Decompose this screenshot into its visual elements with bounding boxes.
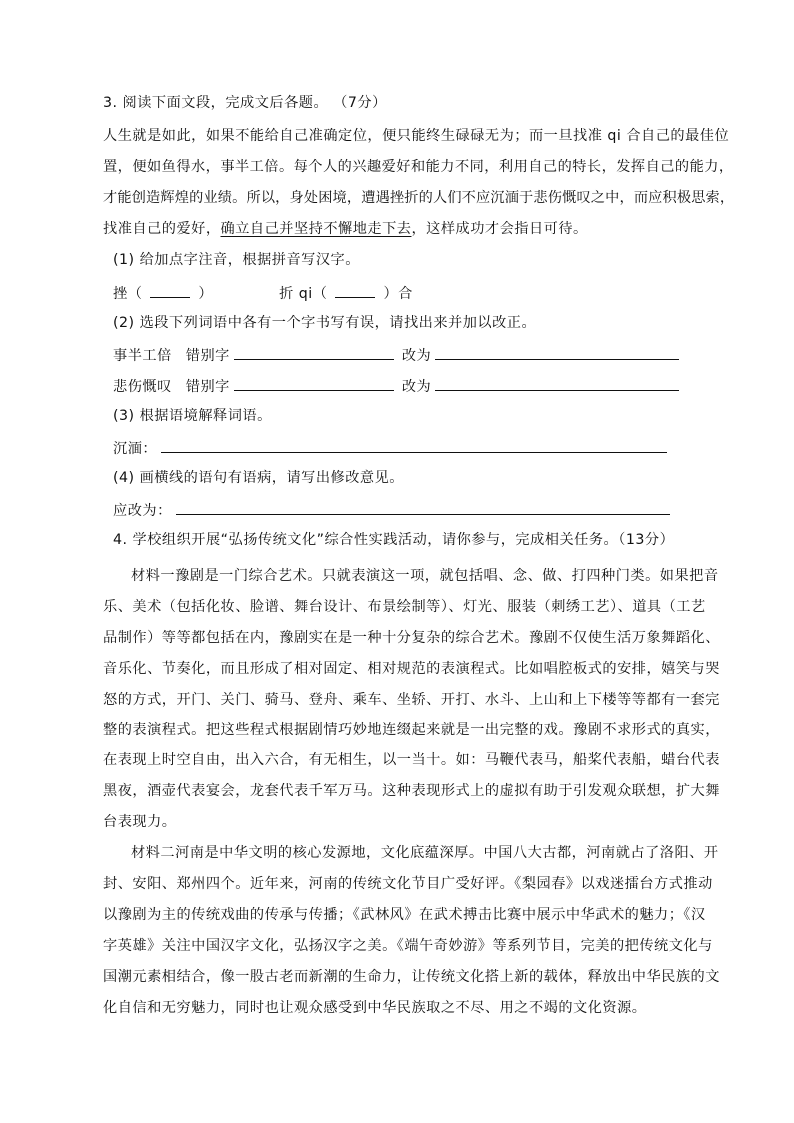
sub2-word-2: 悲伤慨叹 (113, 379, 172, 395)
q3-sub2-row-2 (113, 375, 679, 397)
correction-blank-1[interactable] (435, 344, 679, 360)
material2-line-3: 以豫剧为主的传统戏曲的传承与传播；《武林风》在武术搏击比赛中展示中华武术的魅力；《汉 (103, 907, 706, 923)
material2-line-5: 国潮元素相结合，像一股古老而新潮的生命力，让传统文化搭上新的载体，释放出中华民族的文 (103, 969, 720, 985)
q3-sub3-answer (113, 437, 667, 459)
material1-line-5: 怒的方式，开门、关门、骑马、登舟、乘车、坐轿、开打、水斗、上山和上下楼等等都有一套完 (103, 692, 720, 708)
sub1-a-pre: 挫（ (113, 286, 143, 302)
material2-line-6: 化自信和无穷魅力，同时也让观众感受到中华民族取之不尽、用之不竭的文化资源。 (103, 1000, 647, 1016)
sub1-a-post: ） (198, 286, 214, 302)
definition-blank[interactable] (161, 437, 667, 453)
q3-passage-line-2: 置，便如鱼得水，事半工倍。每个人的兴趣爱好和能力不同，利用自己的特长，发挥自己的能力， (103, 159, 734, 175)
material1-line-9: 台表现力。 (103, 814, 177, 830)
answer-blank-cuo[interactable] (150, 282, 190, 298)
wrong-char-blank-2[interactable] (234, 375, 394, 391)
q3-title: 3. 阅读下面文段，完成文后各题。 （7分） (103, 95, 387, 111)
correction-blank-2[interactable] (435, 375, 679, 391)
q3-passage-line-4 (103, 219, 588, 239)
q3-sub2-row-1 (113, 344, 679, 366)
q3-sub3: (3) 根据语境解释词语。 (113, 408, 272, 424)
revision-blank[interactable] (176, 499, 670, 515)
q3-sub2: (2) 选段下列词语中各有一个字书写有误，请找出来并加以改正。 (113, 315, 537, 331)
sub2-word-1: 事半工倍 (113, 348, 172, 364)
material1-line-4: 音乐化、节奏化，而且形成了相对固定、相对规范的表演程式。比如唱腔板式的安排，嬉笑与哭 (103, 661, 720, 677)
q3-sub4: (4) 画横线的语句有语病，请写出修改意见。 (113, 470, 404, 486)
q3-passage-line-4-post: ，这样成功才会指日可待。 (411, 221, 588, 237)
material1-line-1: 材料一豫剧是一门综合艺术。只就表演这一项，就包括唱、念、做、打四种门类。如果把音 (131, 568, 719, 584)
answer-blank-qi[interactable] (335, 282, 375, 298)
sub1-b-pre: 折 qi（ (279, 286, 328, 302)
q3-passage-line-1: 人生就是如此，如果不能给自己准确定位，便只能终生碌碌无为；而一旦找准 qi 合自己的最佳位 (103, 128, 730, 144)
underlined-sentence: 确立自己并坚持不懈地走下去 (220, 221, 412, 237)
q3-passage-line-4-pre: 找准自己的爱好， (103, 221, 221, 237)
wrong-char-blank-1[interactable] (234, 344, 394, 360)
sub2-label-1: 错别字 (185, 348, 230, 364)
sub2-label-2: 错别字 (185, 379, 230, 395)
sub2-fix-2: 改为 (401, 379, 432, 395)
q3-passage-line-3: 才能创造辉煌的业绩。所以，身处困境，遭遇挫折的人们不应沉湎于悲伤慨叹之中，而应积极思索， (103, 190, 735, 206)
sub3-label: 沉湎： (113, 441, 158, 457)
material1-line-7: 在表现上时空自由，出入六合，有无相生，以一当十。如：马鞭代表马，船桨代表船，蜡台代表 (103, 752, 720, 768)
material2-line-4: 字英雄》关注中国汉字文化，弘扬汉字之美。《端午奇妙游》等系列节目，完美的把传统文化与 (103, 938, 713, 954)
material1-line-3: 品制作）等等都包括在内，豫剧实在是一种十分复杂的综合艺术。豫剧不仅使生活万象舞蹈化、 (103, 630, 720, 646)
material2-line-1: 材料二河南是中华文明的核心发源地，文化底蕴深厚。中国八大古都，河南就占了洛阳、开 (131, 845, 719, 861)
material1-line-8: 黑夜，酒壶代表宴会，龙套代表千军万马。这种表现形式上的虚拟有助于引发观众联想，扩大舞 (103, 783, 720, 799)
material2-line-2: 封、安阳、郑州四个。近年来，河南的传统文化节目广受好评。《梨园春》以戏迷擂台方式推动 (103, 876, 713, 892)
material1-line-2: 乐、美术（包括化妆、脸谱、舞台设计、布景绘制等）、灯光、服装（刺绣工艺）、道具（工艺 (103, 599, 706, 615)
sub1-b-post: ）合 (383, 286, 413, 302)
sub4-label: 应改为： (113, 503, 172, 519)
q3-sub1-answers (113, 282, 413, 304)
q4-title: 4. 学校组织开展“弘扬传统文化”综合性实践活动，请你参与，完成相关任务。（13分） (113, 532, 675, 548)
q3-sub4-answer (113, 499, 670, 521)
q3-sub1: (1) 给加点字注音，根据拼音写汉字。 (113, 252, 360, 268)
sub2-fix-1: 改为 (401, 348, 432, 364)
material1-line-6: 整的表演程式。把这些程式根据剧情巧妙地连缀起来就是一出完整的戏。豫剧不求形式的真实， (103, 722, 720, 738)
